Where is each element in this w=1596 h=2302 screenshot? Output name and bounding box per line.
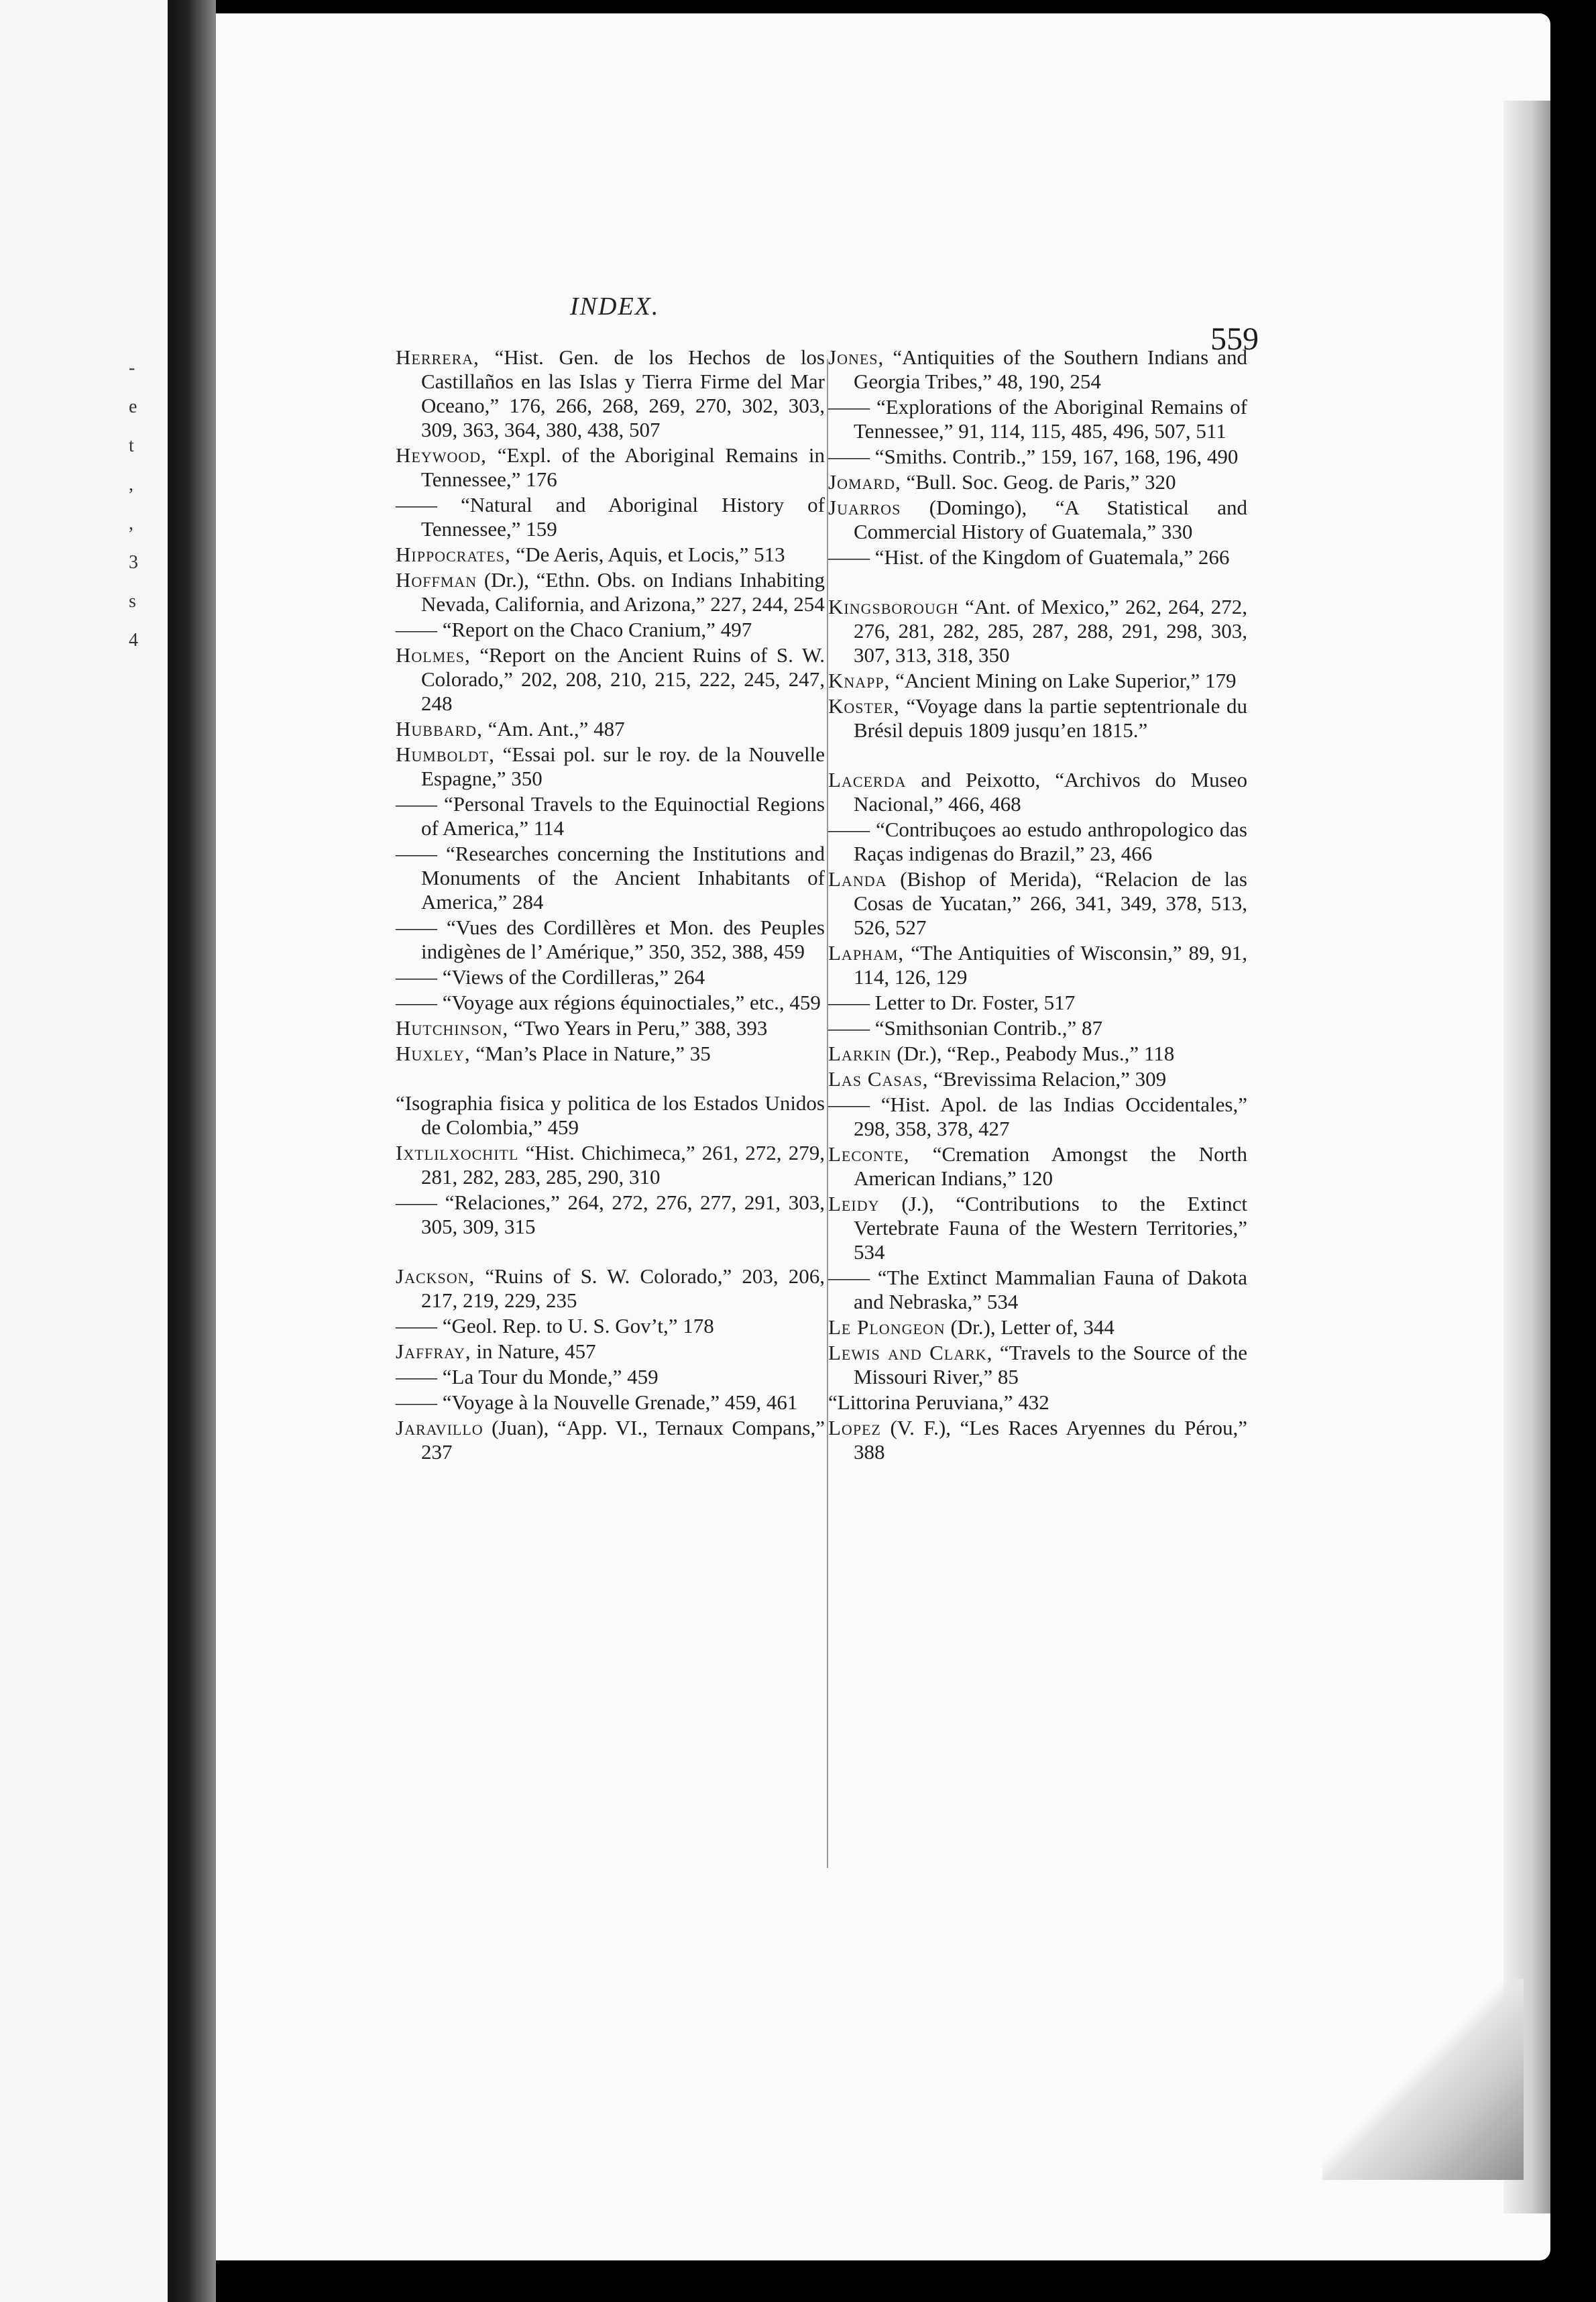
index-entry	[396, 1191, 825, 1239]
index-entry	[396, 916, 825, 964]
index-entry	[828, 1390, 1247, 1415]
index-entry-heading: Jaffray,	[396, 1339, 471, 1363]
index-entry-text: “Geol. Rep. to U. S. Gov’t,” 178	[442, 1314, 714, 1337]
index-entry	[396, 991, 825, 1015]
index-entry-heading: ——	[828, 818, 870, 841]
index-entry	[396, 1141, 825, 1189]
index-entry-text: “Hist. Chichimeca,” 261, 272, 279, 281, 282, 283, 285, 290, 310	[421, 1141, 825, 1189]
index-entry-text: “Cremation Amongst the North American Indians,” 120	[854, 1142, 1248, 1190]
index-entry	[396, 568, 825, 616]
index-entry-text: (Dr.), “Ethn. Obs. on Indians Inhabiting Nevada, California, and Arizona,” 227, 244, 254	[421, 568, 825, 616]
running-header: INDEX.	[570, 292, 660, 321]
index-entry-heading: Lacerda	[828, 768, 907, 791]
facing-page-edge-text	[129, 349, 156, 660]
index-entry-text: “Voyage aux régions équinoctiales,” etc., 459	[442, 991, 821, 1014]
index-entry-heading: Leconte,	[828, 1142, 910, 1166]
index-entry-text: “Explorations of the Aboriginal Remains of Tennessee,” 91, 114, 115, 485, 496, 507, 511	[854, 395, 1248, 443]
index-entry	[396, 965, 825, 989]
index-entry-heading: ——	[828, 445, 870, 468]
index-entry-heading: ——	[396, 991, 437, 1014]
index-entry-text: “Natural and Aboriginal History of Tennessee,” 159	[421, 493, 825, 541]
index-entry-heading: Las Casas,	[828, 1067, 929, 1091]
index-entry-heading: Jaravillo	[396, 1416, 483, 1439]
index-entry-text: “Bull. Soc. Geog. de Paris,” 320	[906, 470, 1176, 494]
index-entry-heading: Jones,	[828, 345, 885, 369]
index-entry	[396, 543, 825, 567]
index-entry	[396, 842, 825, 914]
index-entry	[396, 1416, 825, 1464]
edge-mark: -	[129, 358, 135, 378]
index-entry-heading: Koster,	[828, 694, 900, 718]
index-entry	[396, 743, 825, 791]
index-entry-heading: Herrera,	[396, 345, 479, 369]
index-entry-heading: ——	[396, 842, 437, 865]
index-entry-heading: ——	[396, 493, 437, 516]
index-entry-text: (Bishop of Merida), “Relacion de las Cosas de Yucatan,” 266, 341, 349, 378, 513, 526, 527	[854, 867, 1247, 939]
book-binding-gutter	[168, 0, 216, 2302]
index-entry	[828, 1093, 1247, 1141]
index-entry	[396, 1365, 825, 1389]
index-entry-heading: Leidy	[828, 1192, 880, 1215]
index-entry	[828, 1142, 1247, 1191]
index-entry-heading: ——	[396, 916, 437, 939]
index-entry	[828, 595, 1247, 667]
edge-mark: e	[129, 396, 137, 417]
index-entry-heading: ——	[396, 1365, 437, 1388]
index-entry-text: “Essai pol. sur le roy. de la Nouvelle Espagne,” 350	[421, 743, 825, 790]
index-entry-heading: Kingsborough	[828, 595, 959, 618]
index-entry	[396, 443, 825, 492]
index-entry	[828, 1416, 1247, 1464]
index-entry	[396, 618, 825, 642]
index-entry-text: “Hist. Gen. de los Hechos de los Castillaños en las Islas y Tierra Firme del Mar Oceano,” 176, 266, 268, 269, 270, 302, 303, 309, 363, 364, 380, 438, 507	[421, 345, 825, 441]
index-entry-text: “The Extinct Mammalian Fauna of Dakota and Nebraska,” 534	[854, 1266, 1248, 1313]
edge-mark: 3	[129, 552, 138, 573]
index-entry	[828, 818, 1247, 866]
index-entry-text: in Nature, 457	[476, 1339, 596, 1363]
index-entry-heading: ——	[396, 792, 437, 816]
index-entry	[396, 1314, 825, 1338]
index-entry-text: (J.), “Contributions to the Extinct Vertebrate Fauna of the Western Territories,” 534	[854, 1192, 1247, 1264]
index-entry-heading: Lapham,	[828, 941, 905, 965]
index-entry	[828, 1042, 1247, 1066]
index-entry-text: “The Antiquities of Wisconsin,” 89, 91, 114, 126, 129	[854, 941, 1248, 989]
index-entry-text: “Vues des Cordillères et Mon. des Peuples indigènes de l’ Amérique,” 350, 352, 388, 459	[421, 916, 825, 963]
index-entry	[828, 941, 1247, 989]
index-entry-heading: Le Plongeon	[828, 1315, 946, 1339]
index-entry-heading: ——	[396, 1191, 437, 1214]
index-entry-text: (Dr.), “Rep., Peabody Mus.,” 118	[897, 1042, 1175, 1065]
index-entry-text: “De Aeris, Aquis, et Locis,” 513	[516, 543, 785, 566]
index-entry	[828, 694, 1247, 743]
index-entry-text: “Am. Ant.,” 487	[488, 717, 625, 741]
edge-mark: ,	[129, 513, 133, 534]
index-entry-text: “Hist. of the Kingdom of Guatemala,” 266	[874, 545, 1230, 569]
page-number: 559	[1210, 321, 1259, 357]
index-entry	[828, 768, 1247, 816]
index-entry	[396, 643, 825, 716]
index-entry	[828, 1315, 1247, 1339]
edge-mark: t	[129, 435, 134, 456]
index-entry	[396, 1390, 825, 1415]
index-entry	[396, 345, 825, 442]
index-entry	[396, 792, 825, 840]
index-entry	[396, 1016, 825, 1040]
index-entry-heading: Hippocrates,	[396, 543, 511, 566]
index-entry-text: “Two Years in Peru,” 388, 393	[514, 1016, 768, 1040]
index-entry	[396, 717, 825, 741]
index-entry-text: “Ruins of S. W. Colorado,” 203, 206, 217, 219, 229, 235	[421, 1264, 825, 1312]
edge-mark: ,	[129, 474, 133, 495]
page-corner-curl	[1322, 1979, 1524, 2180]
index-entry	[396, 493, 825, 541]
index-entry-text: “Report on the Ancient Ruins of S. W. Colorado,” 202, 208, 210, 215, 222, 245, 247, 248	[421, 643, 825, 715]
index-entry	[828, 1192, 1247, 1264]
index-entry-text: “Report on the Chaco Cranium,” 497	[442, 618, 752, 641]
index-entry-text: “Travels to the Source of the Missouri River,” 85	[854, 1341, 1248, 1388]
index-entry-heading: Landa	[828, 867, 887, 891]
index-entry-heading: Hoffman	[396, 568, 477, 592]
index-entry	[828, 496, 1247, 544]
index-entry-text: (Juan), “App. VI., Ternaux Compans,” 237	[421, 1416, 825, 1464]
index-entry-heading: Hutchinson,	[396, 1016, 509, 1040]
index-entry-text: (V. F.), “Les Races Aryennes du Pérou,” 388	[854, 1416, 1248, 1464]
index-entry-heading: Jackson,	[396, 1264, 475, 1288]
index-entry-text: “Ant. of Mexico,” 262, 264, 272, 276, 281, 282, 285, 287, 288, 291, 298, 303, 307, 313, 318, 350	[854, 595, 1248, 667]
index-entry	[828, 1341, 1247, 1389]
index-entry-text: “Hist. Apol. de las Indias Occidentales,” 298, 358, 378, 427	[854, 1093, 1248, 1140]
edge-mark: 4	[129, 630, 138, 651]
index-entry-heading: ——	[396, 965, 437, 989]
index-entry-heading: Juarros	[828, 496, 901, 519]
index-entry-heading: ——	[828, 991, 870, 1014]
index-entry	[828, 395, 1247, 443]
index-entry-heading: Ixtlilxochitl	[396, 1141, 519, 1164]
index-entry-text: (Domingo), “A Statistical and Commercial History of Guatemala,” 330	[854, 496, 1248, 543]
index-entry-heading: ——	[396, 1390, 437, 1414]
index-entry-heading: Knapp,	[828, 669, 891, 692]
index-entry	[828, 1067, 1247, 1091]
index-entry	[396, 1339, 825, 1364]
index-entry	[828, 867, 1247, 940]
index-entry-heading: Lewis and Clark,	[828, 1341, 993, 1364]
index-entry-text: “Ancient Mining on Lake Superior,” 179	[895, 669, 1237, 692]
index-entry	[828, 445, 1247, 469]
index-entry-text: “Antiquities of the Southern Indians and Georgia Tribes,” 48, 190, 254	[854, 345, 1247, 393]
index-entry-text: “Voyage à la Nouvelle Grenade,” 459, 461	[442, 1390, 798, 1414]
index-entry-text: “Views of the Cordilleras,” 264	[442, 965, 705, 989]
index-entry	[396, 1042, 825, 1066]
index-entry-text: “Littorina Peruviana,” 432	[828, 1390, 1049, 1414]
index-entry-heading: Humboldt,	[396, 743, 495, 766]
index-entry-text: “Personal Travels to the Equinoctial Regions of America,” 114	[421, 792, 825, 840]
index-entry-text: “Researches concerning the Institutions and Monuments of the Ancient Inhabitants of America,” 284	[421, 842, 825, 914]
index-entry-heading: Hubbard,	[396, 717, 483, 741]
index-entry-text: “Smithsonian Contrib.,” 87	[874, 1016, 1103, 1040]
index-entry-heading: Lopez	[828, 1416, 881, 1439]
index-entry-heading: Heywood,	[396, 443, 487, 467]
index-entry-heading: Jomard,	[828, 470, 901, 494]
index-entry-heading: Huxley,	[396, 1042, 471, 1065]
index-entry-text: and Peixotto, “Archivos do Museo Nacional,” 466, 468	[854, 768, 1248, 816]
index-entry	[828, 1266, 1247, 1314]
index-entry-text: “Contribuçoes ao estudo anthropologico das Raças indigenas do Brazil,” 23, 466	[854, 818, 1247, 865]
facing-page	[0, 0, 168, 2302]
index-entry-text: “Relaciones,” 264, 272, 276, 277, 291, 303, 305, 309, 315	[421, 1191, 825, 1238]
index-entry-heading: ——	[396, 1314, 437, 1337]
index-entry-heading: ——	[828, 545, 870, 569]
index-entry	[828, 470, 1247, 494]
index-entry-text: “Isographia fisica y politica de los Estados Unidos de Colombia,” 459	[396, 1091, 825, 1139]
page-edge-stack	[1503, 101, 1550, 2213]
index-entry-heading: ——	[396, 618, 437, 641]
index-entry-text: “Voyage dans la partie septentrionale du Brésil depuis 1809 jusqu’en 1815.”	[854, 694, 1247, 742]
index-entry-heading: ——	[828, 395, 870, 419]
index-entry-heading: Larkin	[828, 1042, 892, 1065]
index-entry	[396, 1091, 825, 1140]
index-entry-heading: ——	[828, 1266, 870, 1289]
index-entry-heading: Holmes,	[396, 643, 471, 667]
index-column-right	[828, 345, 1247, 1466]
index-entry-text: “Brevissima Relacion,” 309	[933, 1067, 1167, 1091]
index-entry-text: (Dr.), Letter of, 344	[950, 1315, 1115, 1339]
index-entry	[828, 545, 1247, 569]
index-entry	[828, 1016, 1247, 1040]
index-column-left	[396, 345, 825, 1466]
index-entry-text: “Expl. of the Aboriginal Remains in Tennessee,” 176	[421, 443, 825, 491]
index-entry-text: Letter to Dr. Foster, 517	[874, 991, 1076, 1014]
index-entry-text: “La Tour du Monde,” 459	[442, 1365, 659, 1388]
index-entry	[828, 991, 1247, 1015]
index-entry	[828, 669, 1247, 693]
index-entry-text: “Smiths. Contrib.,” 159, 167, 168, 196, 490	[874, 445, 1239, 468]
index-entry-heading: ——	[828, 1016, 870, 1040]
index-entry-text: “Man’s Place in Nature,” 35	[475, 1042, 711, 1065]
index-entry	[396, 1264, 825, 1313]
edge-mark: s	[129, 591, 136, 612]
index-entry-heading: ——	[828, 1093, 870, 1116]
index-entry	[828, 345, 1247, 394]
